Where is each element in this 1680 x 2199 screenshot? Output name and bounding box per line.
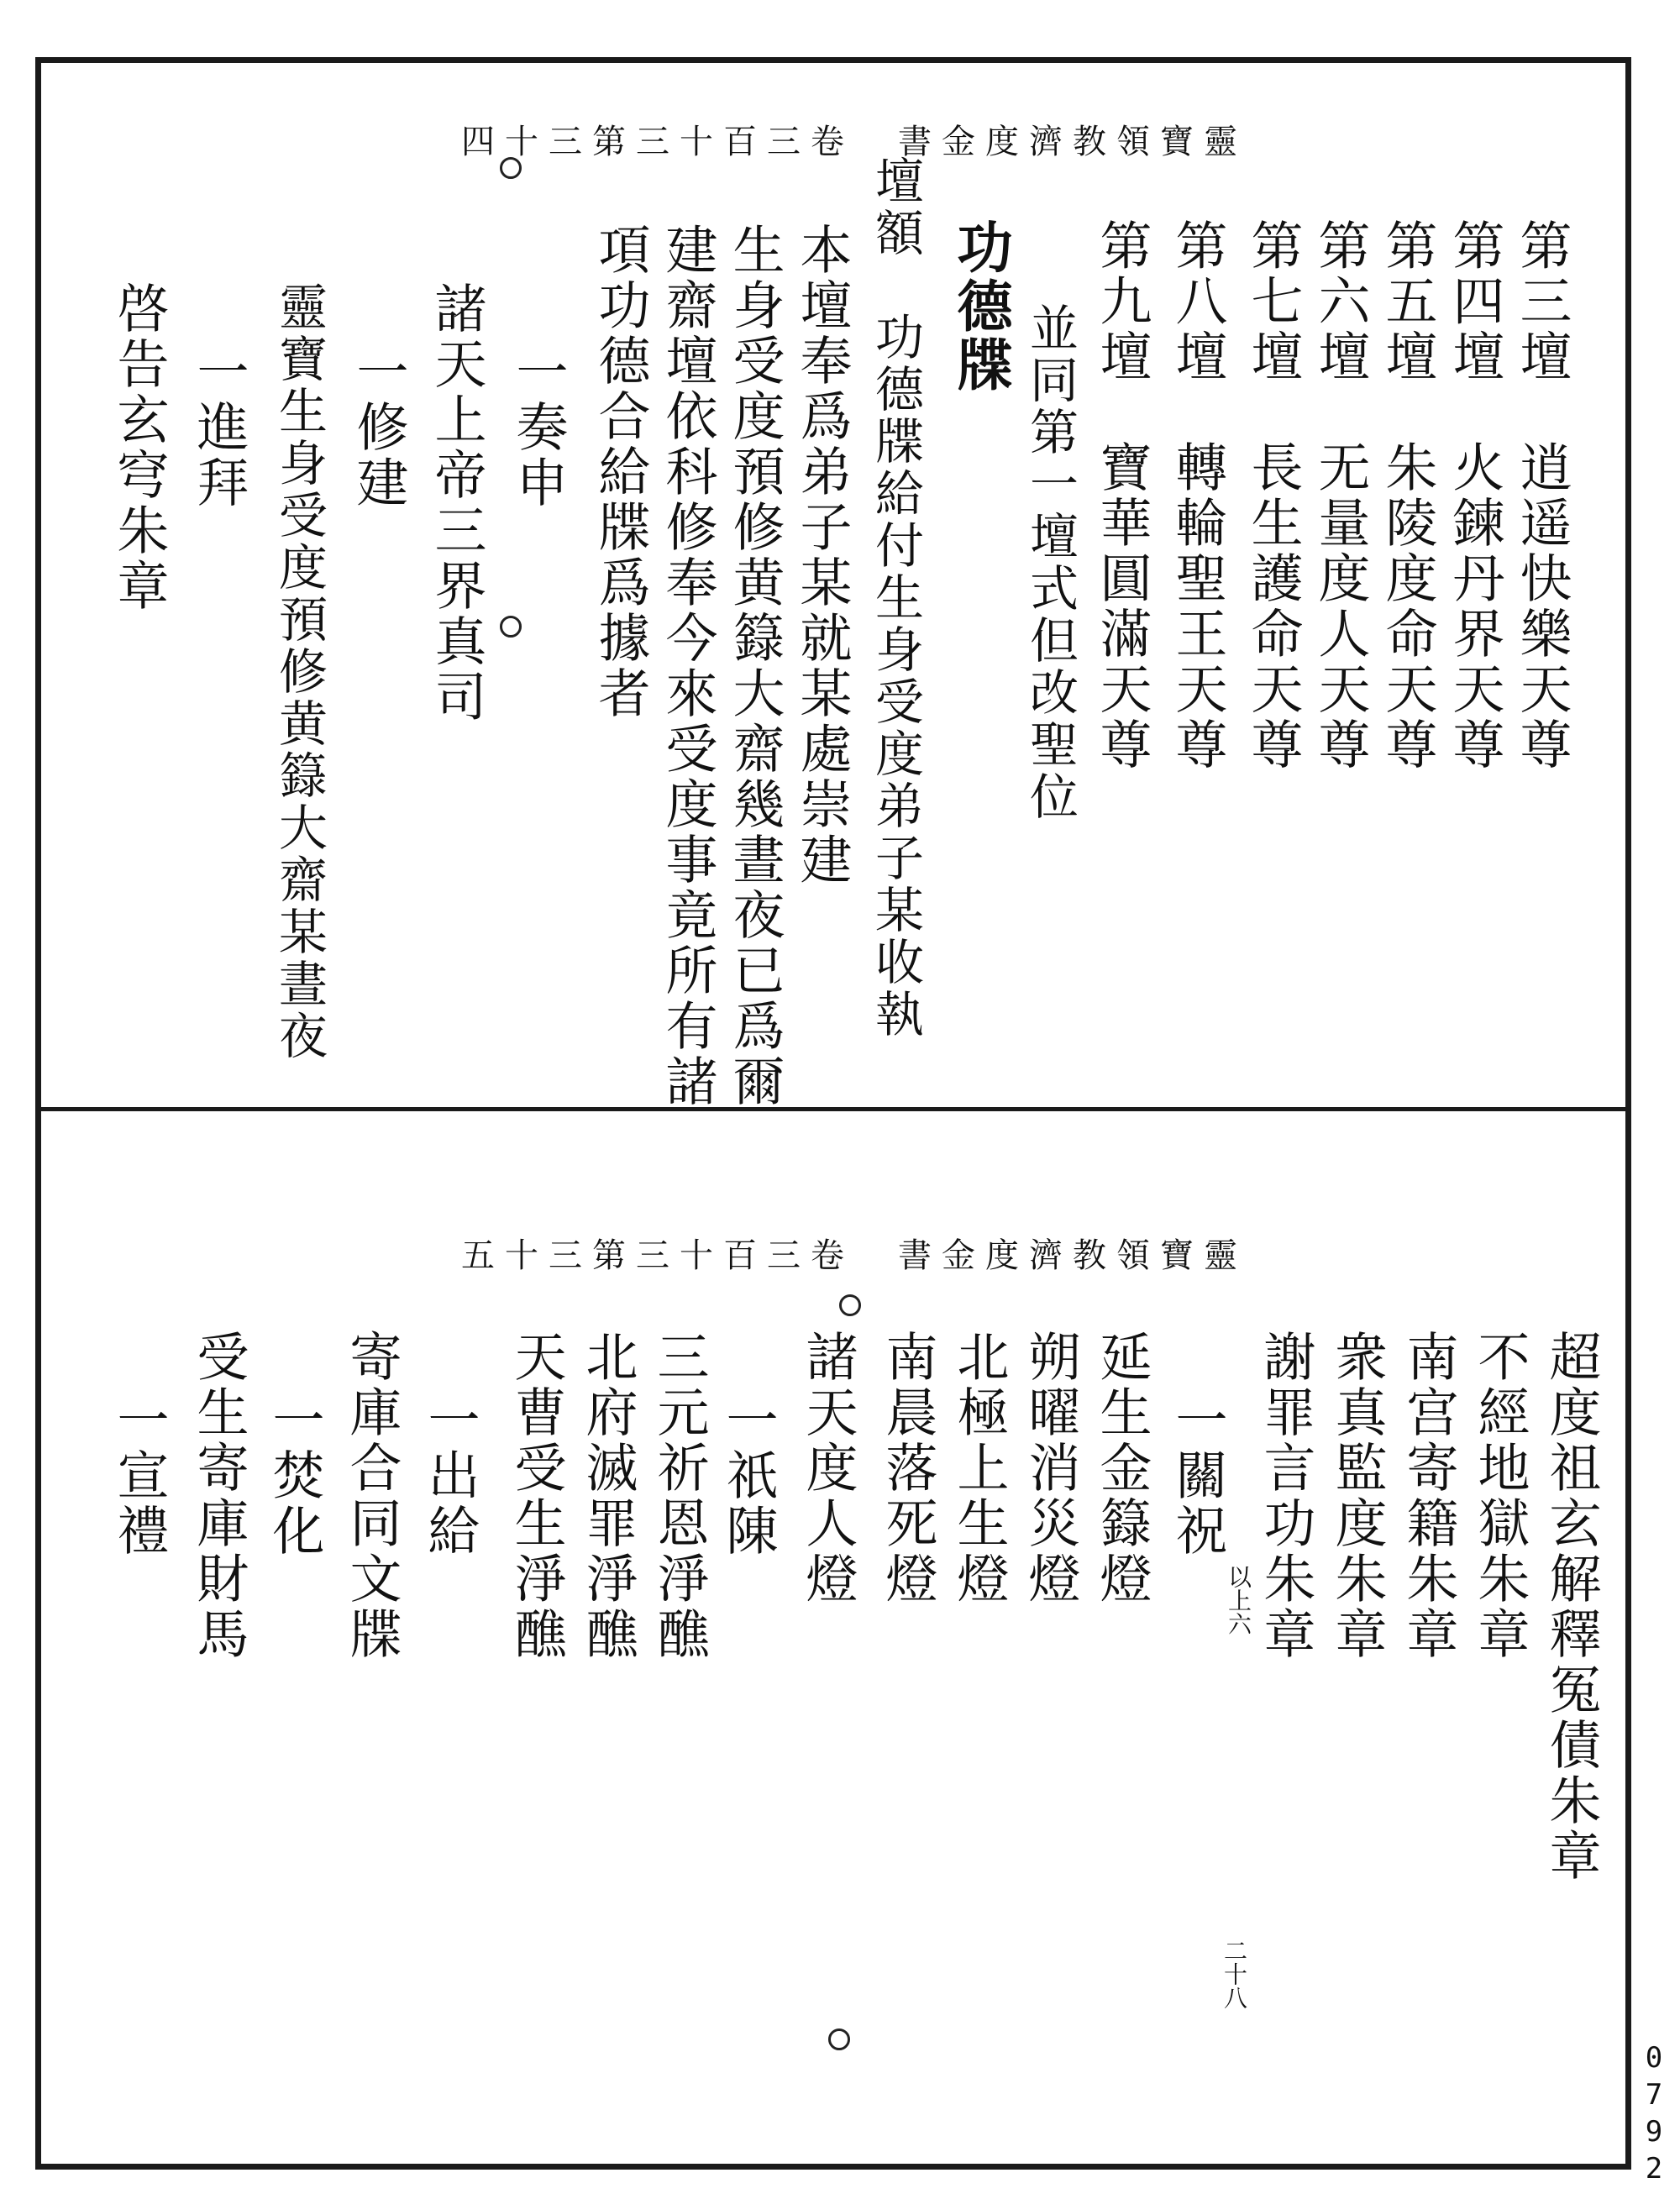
text-column: 一進拜 bbox=[188, 344, 249, 511]
text-column: 項功德合給牒爲據者 bbox=[590, 223, 651, 722]
text-column: 並同第一壇式但改聖位 bbox=[1021, 302, 1079, 823]
circle-mark-icon bbox=[500, 157, 522, 179]
circle-mark-icon bbox=[839, 1294, 861, 1316]
text-column: 朔曜消災燈 bbox=[1020, 1330, 1081, 1607]
top-page-header: 四十三第三十百三卷 書金度濟教領寶靈 bbox=[461, 123, 1247, 161]
circle-mark-icon bbox=[828, 2028, 850, 2050]
text-column: 功德牒 bbox=[948, 218, 1013, 395]
text-column: 一修建 bbox=[348, 344, 409, 511]
text-column: 靈寶生身受度預修黄籙大齋某晝夜 bbox=[270, 281, 328, 1063]
circle-mark-icon bbox=[500, 616, 522, 638]
text-column: 三元祈恩淨醮 bbox=[648, 1330, 710, 1662]
text-column: 第四壇 火鍊丹界天尊 bbox=[1444, 218, 1505, 773]
bottom-page bbox=[41, 1111, 1625, 2164]
text-column: 諸天度人燈 bbox=[797, 1330, 858, 1607]
text-column: 諸天上帝三界真司 bbox=[426, 281, 487, 725]
text-column: 謝罪言功朱章 bbox=[1255, 1330, 1316, 1662]
text-column: 第九壇 寶華圓滿天尊 bbox=[1091, 218, 1152, 773]
text-column: 第六壇 无量度人天尊 bbox=[1310, 218, 1371, 773]
side-note: 以上六 bbox=[1225, 1565, 1252, 1635]
bottom-page-header: 五十三第三十百三卷 書金度濟教領寶靈 bbox=[461, 1236, 1247, 1275]
text-column: 寄庫合同文牒 bbox=[341, 1330, 402, 1662]
text-column: 本壇奉爲弟子某就某處崇建 bbox=[791, 223, 853, 888]
text-column: 南晨落死燈 bbox=[877, 1330, 938, 1607]
top-page bbox=[41, 63, 1625, 1110]
edge-page-number: 0792 bbox=[1637, 2041, 1671, 2189]
text-column: 超度祖玄解釋冤債朱章 bbox=[1541, 1330, 1602, 1884]
text-column: 一祇陳 bbox=[717, 1393, 779, 1559]
text-column: 一焚化 bbox=[264, 1393, 325, 1559]
text-column: 啓告玄穹朱章 bbox=[108, 281, 170, 614]
text-column: 第七壇 長生護命天尊 bbox=[1242, 218, 1304, 773]
text-column: 一出給 bbox=[419, 1393, 480, 1559]
text-column: 北極上生燈 bbox=[948, 1330, 1010, 1607]
text-column: 天曹受生淨醮 bbox=[506, 1330, 567, 1662]
text-column: 延生金籙燈 bbox=[1091, 1330, 1152, 1607]
text-column: 不經地獄朱章 bbox=[1469, 1330, 1530, 1662]
text-column: 壇額 功德牒給付生身受度弟子某收執 bbox=[867, 155, 924, 1041]
text-column: 第八壇 轉輪聖王天尊 bbox=[1167, 218, 1228, 773]
text-column: 衆真監度朱章 bbox=[1326, 1330, 1388, 1662]
folio-number: 二十八 bbox=[1221, 1939, 1248, 2009]
text-column: 生身受度預修黄籙大齋幾晝夜已爲爾 bbox=[724, 223, 785, 1110]
text-column: 一奏申 bbox=[507, 344, 569, 511]
text-column: 一關祝 bbox=[1167, 1393, 1228, 1559]
text-column: 第三壇 逍遥快樂天尊 bbox=[1511, 218, 1572, 773]
text-column: 受生寄庫財馬 bbox=[188, 1330, 249, 1662]
text-column: 南宫寄籍朱章 bbox=[1398, 1330, 1459, 1662]
text-column: 第五壇 朱陵度命天尊 bbox=[1377, 218, 1438, 773]
text-column: 北府滅罪淨醮 bbox=[577, 1330, 638, 1662]
text-column: 建齋壇依科修奉今來受度事竟所有諸 bbox=[657, 223, 718, 1110]
text-column: 一宣禮 bbox=[108, 1393, 170, 1559]
